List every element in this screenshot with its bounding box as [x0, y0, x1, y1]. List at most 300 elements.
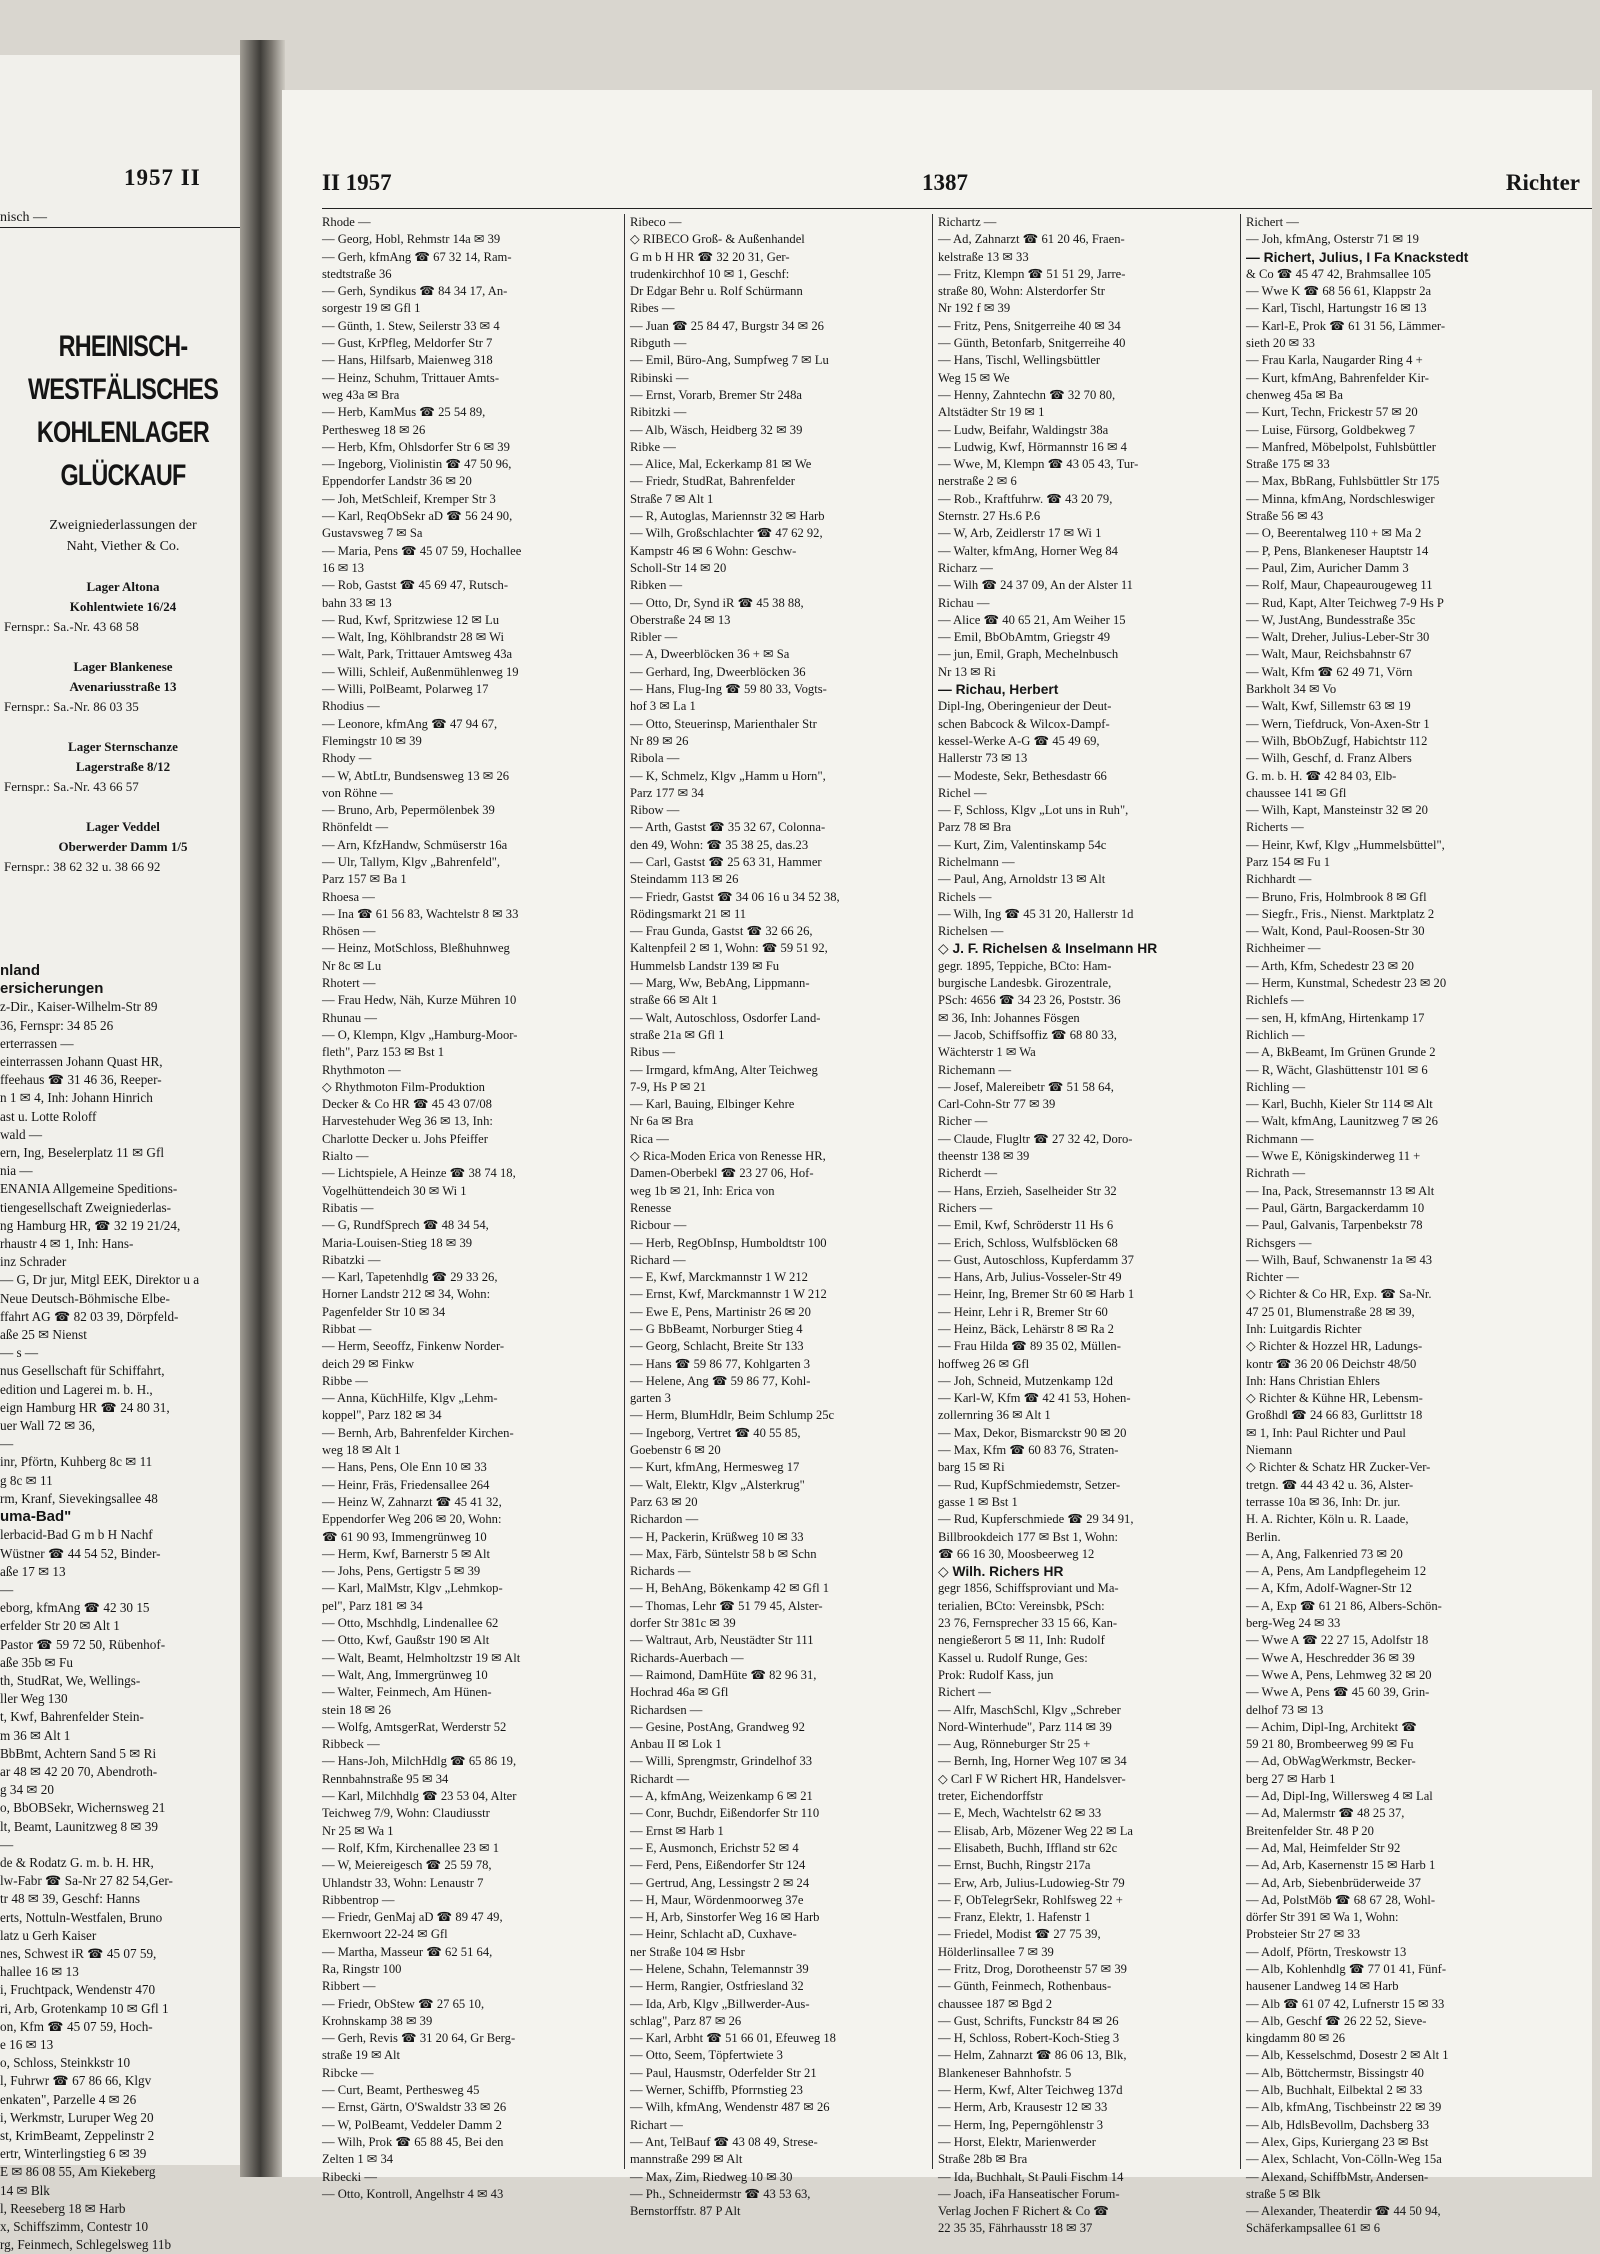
directory-entry: 16 ✉ 13 — [322, 560, 365, 575]
directory-entry: — Herm, Arb, Krausestr 12 ✉ 33 — [938, 2100, 1108, 2115]
directory-entry: Ribcke — — [322, 2065, 374, 2080]
directory-entry: — Günth, Feinmech, Rothenbaus- — [938, 1979, 1112, 1994]
directory-entry: Richheimer — — [1246, 941, 1321, 956]
directory-entry: — Hans, Hilfsarb, Maienweg 318 — [322, 353, 493, 368]
directory-entry: Pastor ☎ 59 72 50, Rübenhof- — [0, 1636, 166, 1652]
directory-entry: Nord-Winterhude", Parz 114 ✉ 39 — [938, 1719, 1112, 1734]
directory-entry: bahn 33 ✉ 13 — [322, 595, 392, 610]
directory-entry: Richert — — [938, 1685, 991, 1700]
directory-entry: — Alb, Wäsch, Heidberg 32 ✉ 39 — [630, 422, 803, 437]
directory-entry: & Co ☎ 45 47 42, Brahmsallee 105 — [1246, 266, 1431, 281]
directory-entry: ☎ 66 16 30, Moosbeerweg 12 — [938, 1546, 1095, 1561]
directory-entry: — Ad, Arb, Kasernenstr 15 ✉ Harb 1 — [1246, 1858, 1436, 1873]
directory-entry: — Wwe A, Heschredder 36 ✉ 39 — [1246, 1650, 1415, 1665]
directory-entry: ✉ 1, Inh: Paul Richter und Paul — [1246, 1425, 1406, 1440]
directory-entry: — Willi, Schleif, Außenmühlenweg 19 — [322, 664, 519, 679]
directory-entry: — Otto, Kwf, Gaußstr 190 ✉ Alt — [322, 1633, 490, 1648]
directory-entry: — Alex, Gips, Kuriergang 23 ✉ Bst — [1246, 2134, 1429, 2149]
directory-entry: — Walt, Beamt, Helmholtzstr 19 ✉ Alt — [322, 1650, 521, 1665]
directory-entry: — F, Schloss, Klgv „Lot uns in Ruh", — [938, 803, 1129, 818]
directory-entry: — Ernst, Buchh, Ringstr 217a — [938, 1858, 1091, 1873]
directory-entry: erterrassen — — [0, 1035, 74, 1051]
directory-entry: — Richert, Julius, I Fa Knackstedt — [1246, 249, 1469, 265]
directory-entry: H. A. Richter, Köln u. R. Laade, — [1246, 1512, 1409, 1527]
directory-entry: — Walt, Ang, Immergrünweg 10 — [322, 1667, 488, 1682]
directory-entry: — Herm, Kwf, Barnerstr 5 ✉ Alt — [322, 1546, 490, 1561]
directory-entry: Straße 175 ✉ 33 — [1246, 457, 1330, 472]
directory-entry: Ribbat — — [322, 1322, 372, 1336]
directory-entry: Renesse — [630, 1200, 672, 1215]
directory-entry: chenweg 45a ✉ Ba — [1246, 387, 1343, 402]
directory-entry: — Ina, Pack, Stresemannstr 13 ✉ Alt — [1246, 1183, 1435, 1198]
directory-entry: Rhode — — [322, 215, 371, 229]
directory-entry: — G BbBeamt, Norburger Stieg 4 — [630, 1322, 803, 1336]
directory-entry: — Ernst, Vorarb, Bremer Str 248a — [630, 387, 802, 402]
directory-entry: Kaltenpfeil 2 ✉ 1, Wohn: ☎ 59 51 92, — [630, 941, 828, 956]
directory-entry: — A, Pens, Am Landpflegeheim 12 — [1246, 1564, 1427, 1579]
directory-entry: — Emil, Büro-Ang, Sumpfweg 7 ✉ Lu — [630, 353, 829, 368]
directory-entry: aße 17 ✉ 13 — [0, 1563, 66, 1579]
directory-entry: Rhönfeldt — — [322, 820, 389, 835]
directory-entry: — Hans, Erzieh, Saselheider Str 32 — [938, 1183, 1117, 1198]
directory-entry: — Ida, Arb, Klgv „Billwerder-Aus- — [630, 1996, 810, 2011]
directory-entry: kingdamm 80 ✉ 26 — [1246, 2031, 1346, 2046]
directory-entry: — Friedr, StudRat, Bahrenfelder — [630, 474, 795, 489]
directory-entry: — Claude, Flugltr ☎ 27 32 42, Doro- — [938, 1131, 1133, 1146]
directory-entry: Rhythmoton — — [322, 1062, 401, 1077]
directory-entry: — Wilh, BbObZugf, Habichtstr 112 — [1246, 733, 1428, 748]
directory-entry: — Karl-E, Prok ☎ 61 31 56, Lämmer- — [1246, 318, 1446, 333]
directory-entry: Oberstraße 24 ✉ 13 — [630, 612, 731, 627]
directory-entry: ✉ 36, Inh: Johannes Fösgen — [938, 1010, 1080, 1025]
ad-title-line: GLÜCKAUF — [60, 459, 186, 492]
directory-entry: — Ludwig, Kwf, Hörmannstr 16 ✉ 4 — [938, 439, 1127, 454]
directory-entry: — A, Ang, Falkenried 73 ✉ 20 — [1246, 1546, 1403, 1561]
directory-entry: wald — — [0, 1126, 43, 1142]
directory-entry: Hallerstr 73 ✉ 13 — [938, 751, 1028, 766]
directory-entry: — Georg, Schlacht, Breite Str 133 — [630, 1339, 804, 1354]
directory-entry: Ribbeck — — [322, 1737, 380, 1752]
ad-title-line: WESTFÄLISCHES — [27, 373, 219, 406]
directory-entry: — Hans ☎ 59 86 77, Kohlgarten 3 — [630, 1356, 811, 1371]
directory-entry: — Max, Zim, Riedweg 10 ✉ 30 — [630, 2169, 793, 2184]
directory-entry: Ribitzki — — [630, 405, 687, 420]
directory-entry: Rhodius — — [322, 699, 380, 714]
directory-entry: ffahrt AG ☎ 82 03 39, Dörpfeld- — [0, 1308, 179, 1324]
directory-entry: — Gust, Schrifts, Funckstr 84 ✉ 26 — [938, 2013, 1119, 2028]
directory-entry: ◇ Carl F W Richert HR, Handelsver- — [938, 1771, 1126, 1786]
lager-name: Lager Blankenese — [73, 659, 173, 674]
directory-entry: n 1 ✉ 4, Inh: Johann Hinrich — [0, 1090, 153, 1106]
directory-entry: den 49, Wohn: ☎ 35 38 25, das.23 — [630, 837, 809, 852]
directory-entry: Richartz — — [938, 215, 997, 229]
directory-entry: — Erich, Schloss, Wulfsblöcken 68 — [938, 1235, 1118, 1250]
directory-entry: — Horst, Elektr, Marienwerder — [938, 2134, 1096, 2149]
directory-entry: 22 35 35, Fährhausstr 18 ✉ 37 — [938, 2221, 1093, 2236]
directory-entry: — Alice, Mal, Eckerkamp 81 ✉ We — [630, 457, 812, 472]
directory-entry: — Karl, Tapetenhdlg ☎ 29 33 26, — [322, 1270, 498, 1285]
left-page — [0, 55, 258, 2253]
directory-entry: — W, Arb, Zeidlerstr 17 ✉ Wi 1 — [938, 526, 1102, 541]
directory-entry: Rödingsmarkt 21 ✉ 11 — [630, 906, 747, 921]
directory-entry: — Gerh, kfmAng ☎ 67 32 14, Ram- — [322, 249, 512, 264]
directory-entry: ◇ J. F. Richelsen & Inselmann HR — [938, 941, 1158, 957]
directory-entry: — Wern, Tiefdruck, Von-Axen-Str 1 — [1246, 716, 1430, 731]
directory-entry: Damen-Oberbekl ☎ 23 27 06, Hof- — [630, 1166, 814, 1181]
directory-entry: kelstraße 13 ✉ 33 — [938, 249, 1029, 264]
directory-entry: — Friedr, Gastst ☎ 34 06 16 u 34 52 38, — [630, 889, 840, 904]
directory-entry: Richard — — [630, 1252, 686, 1267]
directory-entry: straße 66 ✉ Alt 1 — [630, 993, 718, 1008]
directory-entry: z-Dir., Kaiser-Wilhelm-Str 89 — [0, 999, 158, 1015]
directory-entry: l, Reeseberg 18 ✉ Harb — [0, 2200, 126, 2216]
directory-entry: — Gerhard, Ing, Dweerblöcken 36 — [630, 664, 806, 679]
directory-entry: zollernring 36 ✉ Alt 1 — [938, 1408, 1051, 1423]
directory-entry: — G, Dr jur, Mitgl EEK, Direktor u a — [0, 1272, 200, 1288]
directory-entry: x, Schiffszimm, Contestr 10 — [0, 2219, 149, 2235]
directory-entry: berg 27 ✉ Harb 1 — [1246, 1771, 1336, 1786]
directory-entry: Hochrad 46a ✉ Gfl — [630, 1685, 729, 1700]
directory-entry: Krohnskamp 38 ✉ 39 — [322, 2013, 433, 2028]
directory-entry: ◇ Wilh. Richers HR — [938, 1564, 1064, 1580]
volume-year: II 1957 — [322, 170, 392, 195]
directory-entry: Richardsen — — [630, 1702, 703, 1717]
directory-entry: Hölderlinsallee 7 ✉ 39 — [938, 1944, 1054, 1959]
directory-entry: Carl-Cohn-Str 77 ✉ 39 — [938, 1097, 1056, 1112]
directory-entry: inz Schrader — [0, 1254, 67, 1270]
directory-entry: nes, Schwest iR ☎ 45 07 59, — [0, 1945, 157, 1961]
directory-entry: Vogelhüttendeich 30 ✉ Wi 1 — [322, 1183, 467, 1198]
directory-entry: nus Gesellschaft für Schiffahrt, — [0, 1363, 165, 1379]
directory-entry: hausener Landweg 14 ✉ Harb — [1246, 1979, 1399, 1994]
directory-entry: weg 18 ✉ Alt 1 — [322, 1443, 401, 1458]
directory-entry: barg 15 ✉ Ri — [938, 1460, 1005, 1475]
directory-entry: — Arth, Kfm, Schedestr 23 ✉ 20 — [1246, 958, 1414, 973]
directory-entry: — Ingeborg, Violinistin ☎ 47 50 96, — [322, 457, 512, 472]
directory-entry: — Ida, Buchhalt, St Pauli Fischm 14 — [938, 2169, 1124, 2184]
directory-entry: — Marg, Ww, BebAng, Lippmann- — [630, 976, 810, 991]
directory-entry: — Helene, Schahn, Telemannstr 39 — [630, 1961, 809, 1976]
directory-entry: — Max, Kfm ☎ 60 83 76, Straten- — [938, 1443, 1119, 1458]
directory-entry: gegr. 1895, Teppiche, BCto: Ham- — [938, 958, 1112, 973]
directory-entry: — Willi, PolBeamt, Polarweg 17 — [322, 682, 489, 697]
directory-entry: lt, Beamt, Launitzweg 8 ✉ 39 — [0, 1818, 158, 1834]
directory-entry: — H, Schloss, Robert-Koch-Stieg 3 — [938, 2031, 1120, 2046]
directory-entry: Richau — — [938, 595, 990, 610]
directory-entry: ller Weg 130 — [0, 1691, 68, 1707]
directory-entry: Ribke — — [630, 439, 676, 454]
directory-entry: Bernstorffstr. 87 P Alt — [630, 2204, 741, 2219]
directory-entry: — Arth, Gastst ☎ 35 32 67, Colonna- — [630, 820, 826, 835]
lager-street: Kohlentwiete 16/24 — [69, 599, 177, 614]
directory-entry: — Herb, Kfm, Ohlsdorfer Str 6 ✉ 39 — [322, 439, 510, 454]
directory-entry: aße 25 ✉ Nienst — [0, 1327, 87, 1343]
directory-entry: — Karl-W, Kfm ☎ 42 41 53, Hohen- — [938, 1391, 1131, 1406]
directory-entry: Kampstr 46 ✉ 6 Wohn: Geschw- — [630, 543, 797, 558]
directory-entry: — Paul, Zim, Auricher Damm 3 — [1246, 560, 1409, 575]
directory-entry: — Gust, KrPfleg, Meldorfer Str 7 — [322, 336, 493, 351]
directory-entry: — Ad, ObWagWerkmstr, Becker- — [1246, 1754, 1416, 1769]
directory-entry: ar 48 ✉ 42 20 70, Abendroth- — [0, 1763, 158, 1779]
directory-entry: erfelder Str 20 ✉ Alt 1 — [0, 1618, 120, 1634]
directory-entry: th, StudRat, We, Wellings- — [0, 1672, 141, 1688]
directory-entry: schen Babcock & Wilcox-Dampf- — [938, 716, 1110, 731]
directory-entry: garten 3 — [630, 1391, 671, 1406]
directory-entry: — Joh, kfmAng, Osterstr 71 ✉ 19 — [1246, 232, 1419, 247]
directory-entry: Billbrookdeich 177 ✉ Bst 1, Wohn: — [938, 1529, 1119, 1544]
directory-entry: Dipl-Ing, Oberingenieur der Deut- — [938, 699, 1112, 714]
directory-entry: straße 5 ✉ Blk — [1246, 2186, 1321, 2201]
directory-entry: — Rob, Gastst ☎ 45 69 47, Rutsch- — [322, 578, 509, 593]
directory-entry: Sternstr. 27 Hs.6 P.6 — [938, 509, 1041, 524]
directory-entry: — Anna, KüchHilfe, Klgv „Lehm- — [322, 1391, 498, 1406]
directory-entry: — Hans, Pens, Ole Enn 10 ✉ 33 — [322, 1460, 487, 1475]
column-divider — [624, 214, 625, 2169]
directory-entry: chaussee 141 ✉ Gfl — [1246, 785, 1347, 800]
directory-entry: — Bernh, Ing, Horner Weg 107 ✉ 34 — [938, 1754, 1127, 1769]
directory-entry: kontr ☎ 36 20 06 Deichstr 48/50 — [1246, 1356, 1417, 1371]
directory-entry: — Juan ☎ 25 84 47, Burgstr 34 ✉ 26 — [630, 318, 824, 333]
directory-entry: — Heinz, Bäck, Lehärstr 8 ✉ Ra 2 — [938, 1322, 1114, 1336]
directory-entry: — Kurt, kfmAng, Bahrenfelder Kir- — [1246, 370, 1430, 385]
directory-entry: Ribecki — — [322, 2169, 377, 2184]
directory-entry: Richards — — [630, 1564, 691, 1579]
directory-entry: terrasse 10a ✉ 36, Inh: Dr. jur. — [1246, 1494, 1401, 1509]
directory-entry: — Paul, Ang, Arnoldstr 13 ✉ Alt — [938, 872, 1106, 887]
directory-entry: PSch: 4656 ☎ 34 23 26, Poststr. 36 — [938, 993, 1121, 1008]
directory-entry: hallee 16 ✉ 13 — [0, 1964, 79, 1980]
directory-entry: — Wwe A, Pens, Lehmweg 32 ✉ 20 — [1246, 1667, 1432, 1682]
directory-entry: — Ulr, Tallym, Klgv „Bahrenfeld", — [322, 854, 501, 869]
directory-entry: deich 29 ✉ Finkw — [322, 1356, 415, 1371]
directory-entry: — Fritz, Pens, Snitgerreihe 40 ✉ 34 — [938, 318, 1121, 333]
directory-entry: Kassel u. Rudolf Runge, Ges: — [938, 1650, 1088, 1665]
directory-entry: aße 35b ✉ Fu — [0, 1654, 73, 1670]
directory-entry: Zelten 1 ✉ 34 — [322, 2152, 394, 2167]
directory-entry: — Carl, Gastst ☎ 25 63 31, Hammer — [630, 854, 822, 869]
directory-entry: — — [0, 1836, 14, 1852]
directory-entry: — Wilh, Kapt, Mansteinstr 32 ✉ 20 — [1246, 803, 1428, 818]
directory-entry: — Bernh, Arb, Bahrenfelder Kirchen- — [322, 1425, 514, 1440]
directory-entry: Ribinski — — [630, 370, 689, 385]
directory-entry: — Alb, Kohlenhdlg ☎ 77 01 41, Fünf- — [1246, 1961, 1447, 1976]
directory-entry: — Heinr, Schlacht aD, Cuxhave- — [630, 1927, 797, 1942]
directory-entry: — Irmgard, kfmAng, Alter Teichweg — [630, 1062, 818, 1077]
directory-entry: Richels — — [938, 889, 992, 904]
directory-entry: — Ad, PolstMöb ☎ 68 67 28, Wohl- — [1246, 1892, 1436, 1907]
directory-entry: — Otto, Dr, Synd iR ☎ 45 38 88, — [630, 595, 804, 610]
directory-entry: sieth 20 ✉ 33 — [1246, 336, 1315, 351]
directory-entry: Flemingstr 10 ✉ 39 — [322, 733, 422, 748]
directory-entry: ◇ Rhythmoton Film-Produktion — [322, 1079, 485, 1094]
directory-entry: — Ernst, Kwf, Marckmannstr 1 W 212 — [630, 1287, 827, 1302]
page-number: 1387 — [922, 170, 968, 195]
directory-entry: Richer — — [938, 1114, 988, 1129]
directory-entry: — Ad, Mal, Heimfelder Str 92 — [1246, 1840, 1401, 1855]
left-header-rule — [0, 227, 255, 228]
directory-entry: — P, Pens, Blankeneser Hauptstr 14 — [1246, 543, 1429, 558]
directory-entry: — Otto, Steuerinsp, Marienthaler Str — [630, 716, 817, 731]
directory-entry: — A, Exp ☎ 61 21 86, Albers-Schön- — [1246, 1598, 1442, 1613]
directory-entry: trudenkirchhof 10 ✉ 1, Geschf: — [630, 266, 790, 281]
directory-entry: — Bruno, Arb, Pepermölenbek 39 — [322, 803, 495, 818]
directory-entry: — Heinr, Fräs, Friedensallee 264 — [322, 1477, 490, 1492]
directory-entry: Niemann — [1246, 1443, 1293, 1458]
directory-entry: Richerdt — — [938, 1166, 998, 1181]
directory-entry: ENANIA Allgemeine Speditions- — [0, 1181, 178, 1197]
ad-title-line: KOHLENLAGER — [36, 416, 210, 449]
directory-entry: Altstädter Str 19 ✉ 1 — [938, 405, 1045, 420]
lager-block — [0, 577, 246, 637]
directory-entry: — Alb, Kesselschmd, Dosestr 2 ✉ Alt 1 — [1246, 2048, 1449, 2063]
directory-entry: — Rud, Kapt, Alter Teichweg 7-9 Hs P — [1246, 595, 1444, 610]
left-page-column — [0, 962, 258, 2254]
directory-entry: — Curt, Beamt, Perthesweg 45 — [322, 2083, 480, 2098]
directory-entry: — Ad, Dipl-Ing, Willersweg 4 ✉ Lal — [1246, 1789, 1433, 1804]
directory-entry: Barkholt 34 ✉ Vo — [1246, 682, 1337, 697]
directory-entry: ng Hamburg HR, ☎ 32 19 21/24, — [0, 1217, 181, 1233]
directory-entry: — s — — [0, 1345, 39, 1361]
lager-street: Avenariusstraße 13 — [69, 679, 177, 694]
directory-entry: Maria-Louisen-Stieg 18 ✉ 39 — [322, 1235, 473, 1250]
directory-column-1 — [322, 214, 620, 2203]
directory-entry: von Röhne — — [322, 785, 393, 800]
directory-entry: — Frau Gunda, Gastst ☎ 32 66 26, — [630, 924, 813, 939]
directory-entry: — Frau Hilda ☎ 89 35 02, Müllen- — [938, 1339, 1121, 1354]
directory-entry: lerbacid-Bad G m b H Nachf — [0, 1527, 153, 1543]
directory-entry: Richhardt — — [1246, 872, 1312, 887]
directory-column-3 — [938, 214, 1236, 2238]
directory-entry: — Lichtspiele, A Heinze ☎ 38 74 18, — [322, 1166, 516, 1181]
directory-entry: — Walt, Kfm ☎ 62 49 71, Vörn — [1246, 664, 1413, 679]
directory-entry: — Joh, MetSchleif, Kremper Str 3 — [322, 491, 496, 506]
directory-entry: Ribes — — [630, 301, 675, 316]
directory-entry: — Kurt, Zim, Valentinskamp 54c — [938, 837, 1107, 852]
directory-entry: — Ad, Malermstr ☎ 48 25 37, — [1246, 1806, 1405, 1821]
directory-entry: nland — [0, 962, 40, 979]
directory-entry: — Heinr, Lehr i R, Bremer Str 60 — [938, 1304, 1108, 1319]
directory-entry: Richel — — [938, 785, 987, 800]
directory-entry: koppel", Parz 182 ✉ 34 — [322, 1408, 442, 1423]
directory-entry: mannstraße 299 ✉ Alt — [630, 2152, 743, 2167]
directory-entry: Nr 89 ✉ 26 — [630, 733, 689, 748]
directory-entry: Scholl-Str 14 ✉ 20 — [630, 560, 727, 575]
directory-entry: e 16 ✉ 13 — [0, 2036, 54, 2052]
directory-entry: Rialto — — [322, 1149, 369, 1164]
directory-entry: tretgn. ☎ 44 43 42 u. 36, Alster- — [1246, 1477, 1414, 1492]
directory-entry: — Karl, Buchh, Kieler Str 114 ✉ Alt — [1246, 1097, 1433, 1112]
directory-entry: 36, Fernspr: 34 85 26 — [0, 1017, 114, 1033]
directory-entry: Ribus — — [630, 1045, 676, 1060]
directory-entry: — Rob., Kraftfuhrw. ☎ 43 20 79, — [938, 491, 1113, 506]
directory-entry: — sen, H, kfmAng, Hirtenkamp 17 — [1246, 1010, 1425, 1025]
directory-entry: — Karl, MalMstr, Klgv „Lehmkop- — [322, 1581, 503, 1596]
directory-entry: — Richau, Herbert — [938, 682, 1059, 698]
directory-entry: — Wwe A, Pens ☎ 45 60 39, Grin- — [1246, 1685, 1430, 1700]
directory-entry: — Emil, Kwf, Schröderstr 11 Hs 6 — [938, 1218, 1114, 1233]
directory-entry: — Karl, Milchhdlg ☎ 23 53 04, Alter — [322, 1789, 517, 1804]
kohlenlager-advertisement — [0, 325, 246, 877]
directory-entry: ◇ RIBECO Groß- & Außenhandel — [630, 232, 805, 247]
directory-entry: — Hans, Arb, Julius-Vosseler-Str 49 — [938, 1270, 1122, 1285]
directory-entry: Weg 15 ✉ We — [938, 370, 1010, 385]
ad-subtitle: Naht, Viether & Co. — [66, 539, 180, 554]
directory-entry: Berlin. — [1246, 1529, 1281, 1544]
directory-entry: Richter — — [1246, 1270, 1299, 1285]
directory-entry: — Alex, Schlacht, Von-Cölln-Weg 15a — [1246, 2152, 1442, 2167]
directory-entry: — Jacob, Schiffsoffiz ☎ 68 80 33, — [938, 1027, 1117, 1042]
directory-entry: — jun, Emil, Graph, Mechelnbusch — [938, 647, 1119, 662]
directory-entry: ◇ Richter & Kühne HR, Lebensm- — [1246, 1391, 1423, 1406]
directory-entry: — Alb, Buchhalt, Eilbektal 2 ✉ 33 — [1246, 2083, 1423, 2098]
directory-entry: Ribatzki — — [322, 1252, 381, 1267]
directory-entry: — Walt, Kond, Paul-Roosen-Str 30 — [1246, 924, 1425, 939]
directory-entry: Parz 63 ✉ 20 — [630, 1494, 698, 1509]
directory-entry: — Gerh, Revis ☎ 31 20 64, Gr Berg- — [322, 2031, 516, 2046]
directory-entry: — Alb, Böttchermstr, Bissingstr 40 — [1246, 2065, 1424, 2080]
directory-entry: Parz 157 ✉ Ba 1 — [322, 872, 407, 887]
directory-entry: m 36 ✉ Alt 1 — [0, 1727, 71, 1743]
directory-entry: — K, Schmelz, Klgv „Hamm u Horn", — [630, 768, 826, 783]
directory-entry: — Herm, BlumHdlr, Beim Schlump 25c — [630, 1408, 835, 1423]
directory-entry: Prok: Rudolf Kass, jun — [938, 1667, 1054, 1682]
directory-entry: Richlefs — — [1246, 993, 1304, 1008]
directory-entry: — Günth, 1. Stew, Seilerstr 33 ✉ 4 — [322, 318, 500, 333]
directory-entry: — Ad, Arb, Siebenbrüderweide 37 — [1246, 1875, 1421, 1890]
directory-entry: Ribow — — [630, 803, 680, 818]
directory-entry: — Maria, Pens ☎ 45 07 59, Hochallee — [322, 543, 522, 558]
directory-entry: — Herb, RegObInsp, Humboldtstr 100 — [630, 1235, 827, 1250]
directory-entry: Eppendorfer Weg 206 ✉ 20, Wohn: — [322, 1512, 502, 1527]
directory-entry: — Karl, ReqObSekr aD ☎ 56 24 90, — [322, 509, 513, 524]
directory-entry: Uhlandstr 33, Wohn: Lenaustr 7 — [322, 1875, 484, 1890]
directory-entry: — Werner, Schiffb, Pforrnstieg 23 — [630, 2083, 803, 2098]
directory-entry: — Erw, Arb, Julius-Ludowieg-Str 79 — [938, 1875, 1125, 1890]
directory-entry: — Wilh, kfmAng, Wendenstr 487 ✉ 26 — [630, 2100, 830, 2115]
directory-entry: t, Kwf, Bahrenfelder Stein- — [0, 1709, 144, 1725]
lager-block — [0, 817, 246, 877]
directory-entry: — Georg, Hobl, Rehmstr 14a ✉ 39 — [322, 232, 501, 247]
directory-entry: Parz 78 ✉ Bra — [938, 820, 1012, 835]
directory-entry: Richsgers — — [1246, 1235, 1312, 1250]
directory-entry: — H, BehAng, Bökenkamp 42 ✉ Gfl 1 — [630, 1581, 830, 1596]
directory-entry: Ekernwoort 22-24 ✉ Gfl — [322, 1927, 448, 1942]
directory-entry: — Siegfr., Fris., Nienst. Marktplatz 2 — [1246, 906, 1435, 921]
directory-entry: — Paul, Hausmstr, Oderfelder Str 21 — [630, 2065, 817, 2080]
directory-entry: berg-Weg 24 ✉ 33 — [1246, 1616, 1341, 1631]
directory-entry: Parz 154 ✉ Fu 1 — [1246, 854, 1331, 869]
directory-entry: E ✉ 86 08 55, Am Kiekeberg — [0, 2164, 156, 2180]
directory-entry: — Walt, Park, Trittauer Amtsweg 43a — [322, 647, 513, 662]
directory-entry: — Arn, KfzHandw, Schmüserstr 16a — [322, 837, 508, 852]
directory-entry: — Herm, Kwf, Alter Teichweg 137d — [938, 2083, 1123, 2098]
directory-entry: fleth", Parz 153 ✉ Bst 1 — [322, 1045, 445, 1060]
directory-entry: — Karl, Arbht ☎ 51 66 01, Efeuweg 18 — [630, 2031, 836, 2046]
directory-entry: rg, Feinmech, Schlegelsweg 11b — [0, 2237, 172, 2253]
directory-entry: — R, Autoglas, Mariennstr 32 ✉ Harb — [630, 509, 825, 524]
directory-entry: — Wolfg, AmtsgerRat, Werderstr 52 — [322, 1719, 507, 1734]
directory-entry: Perthesweg 18 ✉ 26 — [322, 422, 426, 437]
directory-entry: — Ferd, Pens, Eißendorfer Str 124 — [630, 1858, 806, 1873]
directory-entry: nia — — [0, 1163, 33, 1179]
directory-entry: — Adolf, Pförtn, Treskowstr 13 — [1246, 1944, 1407, 1959]
directory-entry: — W, Meiereigesch ☎ 25 59 78, — [322, 1858, 492, 1873]
directory-entry: Hummelsb Landstr 139 ✉ Fu — [630, 958, 780, 973]
directory-entry: o, BbOBSekr, Wichernsweg 21 — [0, 1800, 166, 1816]
directory-entry: — Hans, Tischl, Wellingsbüttler — [938, 353, 1101, 368]
directory-entry: chaussee 187 ✉ Bgd 2 — [938, 1996, 1053, 2011]
directory-entry: Pagenfelder Str 10 ✉ 34 — [322, 1304, 446, 1319]
